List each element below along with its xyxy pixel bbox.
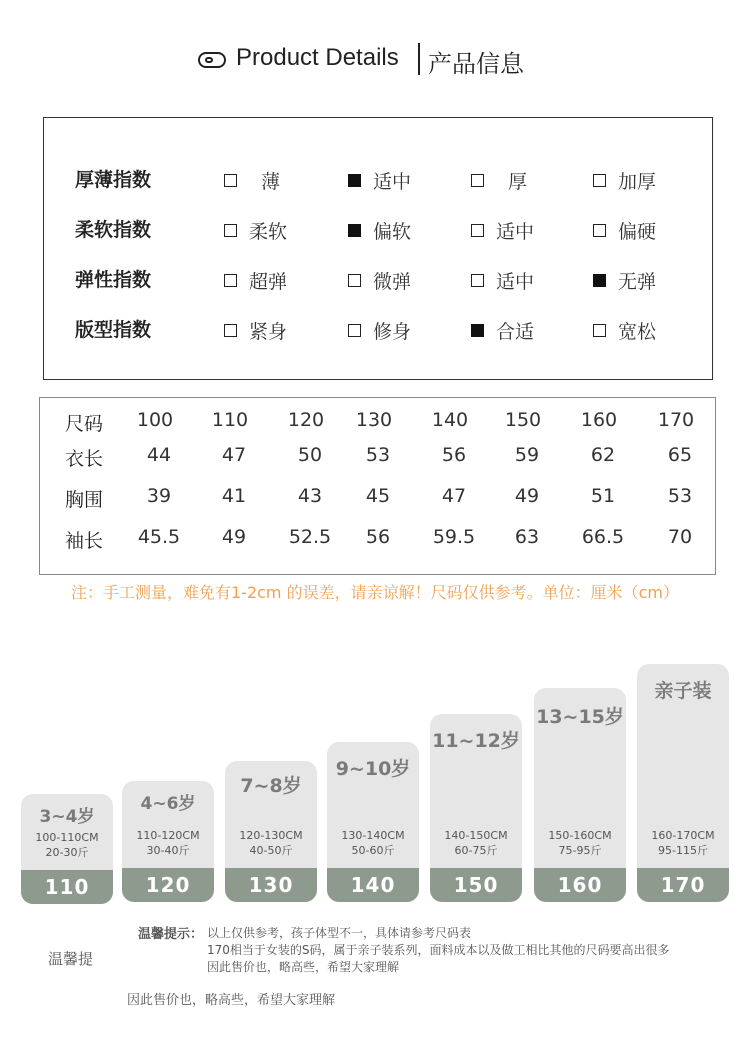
index-option: 适中 — [471, 265, 534, 295]
checkbox-icon — [224, 174, 237, 187]
checkbox-checked-icon — [593, 274, 606, 287]
tips-line: 因此售价也，略高些，希望大家理解 — [207, 960, 400, 974]
card-height-range: 130-140CM — [341, 829, 405, 842]
card-weight-range: 50-60斤 — [351, 844, 395, 857]
size-card — [637, 664, 729, 902]
card-height-range: 160-170CM — [651, 829, 715, 842]
size-cell: 130 — [355, 409, 393, 431]
card-size-label: 140 — [327, 868, 419, 902]
size-cell: 44 — [146, 444, 172, 466]
size-row-label: 衣长 — [65, 448, 104, 470]
card-age: 7~8岁 — [240, 775, 302, 797]
checkbox-checked-icon — [348, 224, 361, 237]
index-option: 修身 — [348, 315, 411, 345]
size-cell: 51 — [590, 485, 616, 507]
checkbox-icon — [224, 224, 237, 237]
size-cell: 59.5 — [432, 526, 476, 548]
size-cell: 49 — [514, 485, 540, 507]
size-cell: 47 — [441, 485, 467, 507]
card-height-range: 100-110CM — [35, 831, 99, 844]
checkbox-icon — [348, 274, 361, 287]
size-cell: 45.5 — [137, 526, 181, 548]
size-cell: 53 — [365, 444, 391, 466]
checkbox-icon — [593, 174, 606, 187]
size-cell: 50 — [297, 444, 323, 466]
card-age: 3~4岁 — [39, 807, 95, 827]
card-age: 11~12岁 — [432, 730, 520, 752]
index-row-fit — [44, 315, 714, 345]
index-option: 微弹 — [348, 265, 411, 295]
index-label: 版型指数 — [75, 319, 152, 341]
checkbox-icon — [471, 274, 484, 287]
checkbox-icon — [348, 324, 361, 337]
card-height-range: 150-160CM — [548, 829, 612, 842]
index-label: 弹性指数 — [75, 269, 152, 291]
index-option: 薄 — [224, 165, 280, 195]
title-en: Product Details — [236, 44, 399, 71]
tips-line: 以上仅供参考，孩子体型不一，具体请参考尺码表 — [207, 926, 472, 940]
measurement-note: 注：手工测量，难免有1-2cm 的误差，请亲谅解！尺码仅供参考。单位：厘米（cm） — [71, 583, 679, 602]
size-card — [534, 688, 626, 902]
card-weight-range: 95-115斤 — [658, 844, 708, 857]
eye-icon — [198, 52, 226, 68]
card-weight-range: 60-75斤 — [454, 844, 498, 857]
index-option: 厚 — [471, 165, 527, 195]
index-option: 适中 — [348, 165, 411, 195]
size-cell: 45 — [365, 485, 391, 507]
index-option: 超弹 — [224, 265, 287, 295]
size-cell: 170 — [657, 409, 695, 431]
checkbox-icon — [224, 274, 237, 287]
size-row-label: 袖长 — [65, 530, 104, 552]
index-row-thickness — [44, 165, 714, 195]
checkbox-icon — [224, 324, 237, 337]
size-cell: 110 — [211, 409, 249, 431]
size-cell: 160 — [580, 409, 618, 431]
card-size-label: 110 — [21, 870, 113, 904]
card-size-label: 130 — [225, 868, 317, 902]
tips-title: 温馨提示： — [138, 927, 204, 942]
card-height-range: 140-150CM — [444, 829, 508, 842]
card-size-label: 170 — [637, 868, 729, 902]
index-option: 偏硬 — [593, 215, 656, 245]
card-weight-range: 30-40斤 — [146, 844, 190, 857]
title-cn: 产品信息 — [428, 50, 524, 78]
size-cell: 53 — [667, 485, 693, 507]
card-weight-range: 20-30斤 — [45, 846, 89, 859]
size-cell: 70 — [667, 526, 693, 548]
size-cell: 120 — [287, 409, 325, 431]
index-option: 加厚 — [593, 165, 656, 195]
index-option: 合适 — [471, 315, 534, 345]
size-cell: 100 — [136, 409, 174, 431]
size-cell: 65 — [667, 444, 693, 466]
card-height-range: 120-130CM — [239, 829, 303, 842]
size-cell: 47 — [221, 444, 247, 466]
index-option: 柔软 — [224, 215, 287, 245]
size-cell: 43 — [297, 485, 323, 507]
size-card — [225, 761, 317, 902]
card-size-label: 120 — [122, 868, 214, 902]
card-age: 4~6岁 — [140, 794, 196, 814]
size-cell: 150 — [504, 409, 542, 431]
size-cell: 63 — [514, 526, 540, 548]
size-cell: 52.5 — [288, 526, 332, 548]
fabric-index-table — [43, 117, 713, 380]
tips-line: 170相当于女装的S码，属于亲子装系列，面料成本以及做工相比其他的尺码要高出很多 — [207, 943, 670, 957]
size-table — [39, 397, 716, 575]
checkbox-icon — [471, 174, 484, 187]
checkbox-icon — [593, 224, 606, 237]
tips-bottom-line: 因此售价也，略高些，希望大家理解 — [127, 993, 336, 1008]
title-divider — [418, 43, 420, 75]
index-label: 柔软指数 — [75, 219, 152, 241]
size-cell: 62 — [590, 444, 616, 466]
size-card — [21, 794, 113, 904]
card-weight-range: 75-95斤 — [558, 844, 602, 857]
index-option: 适中 — [471, 215, 534, 245]
size-card — [430, 714, 522, 902]
index-label: 厚薄指数 — [75, 169, 152, 191]
checkbox-checked-icon — [471, 324, 484, 337]
index-option: 紧身 — [224, 315, 287, 345]
index-row-elasticity — [44, 265, 714, 295]
size-cell: 59 — [514, 444, 540, 466]
card-size-label: 160 — [534, 868, 626, 902]
checkbox-checked-icon — [348, 174, 361, 187]
size-row-label: 胸围 — [65, 489, 104, 511]
checkbox-icon — [593, 324, 606, 337]
card-age: 亲子装 — [654, 680, 712, 702]
card-weight-range: 40-50斤 — [249, 844, 293, 857]
index-option: 宽松 — [593, 315, 656, 345]
size-cell: 56 — [365, 526, 391, 548]
size-cell: 41 — [221, 485, 247, 507]
index-option: 无弹 — [593, 265, 656, 295]
size-cell: 39 — [146, 485, 172, 507]
size-cell: 49 — [221, 526, 247, 548]
size-cell: 56 — [441, 444, 467, 466]
size-cell: 66.5 — [581, 526, 625, 548]
size-row-label: 尺码 — [65, 413, 104, 435]
tips-side-label: 温馨提 — [48, 950, 94, 968]
card-age: 9~10岁 — [335, 758, 411, 780]
index-option: 偏软 — [348, 215, 411, 245]
size-card — [327, 742, 419, 902]
checkbox-icon — [471, 224, 484, 237]
card-height-range: 110-120CM — [136, 829, 200, 842]
card-age: 13~15岁 — [536, 706, 624, 728]
size-card — [122, 781, 214, 902]
size-cell: 140 — [431, 409, 469, 431]
index-row-softness — [44, 215, 714, 245]
card-size-label: 150 — [430, 868, 522, 902]
